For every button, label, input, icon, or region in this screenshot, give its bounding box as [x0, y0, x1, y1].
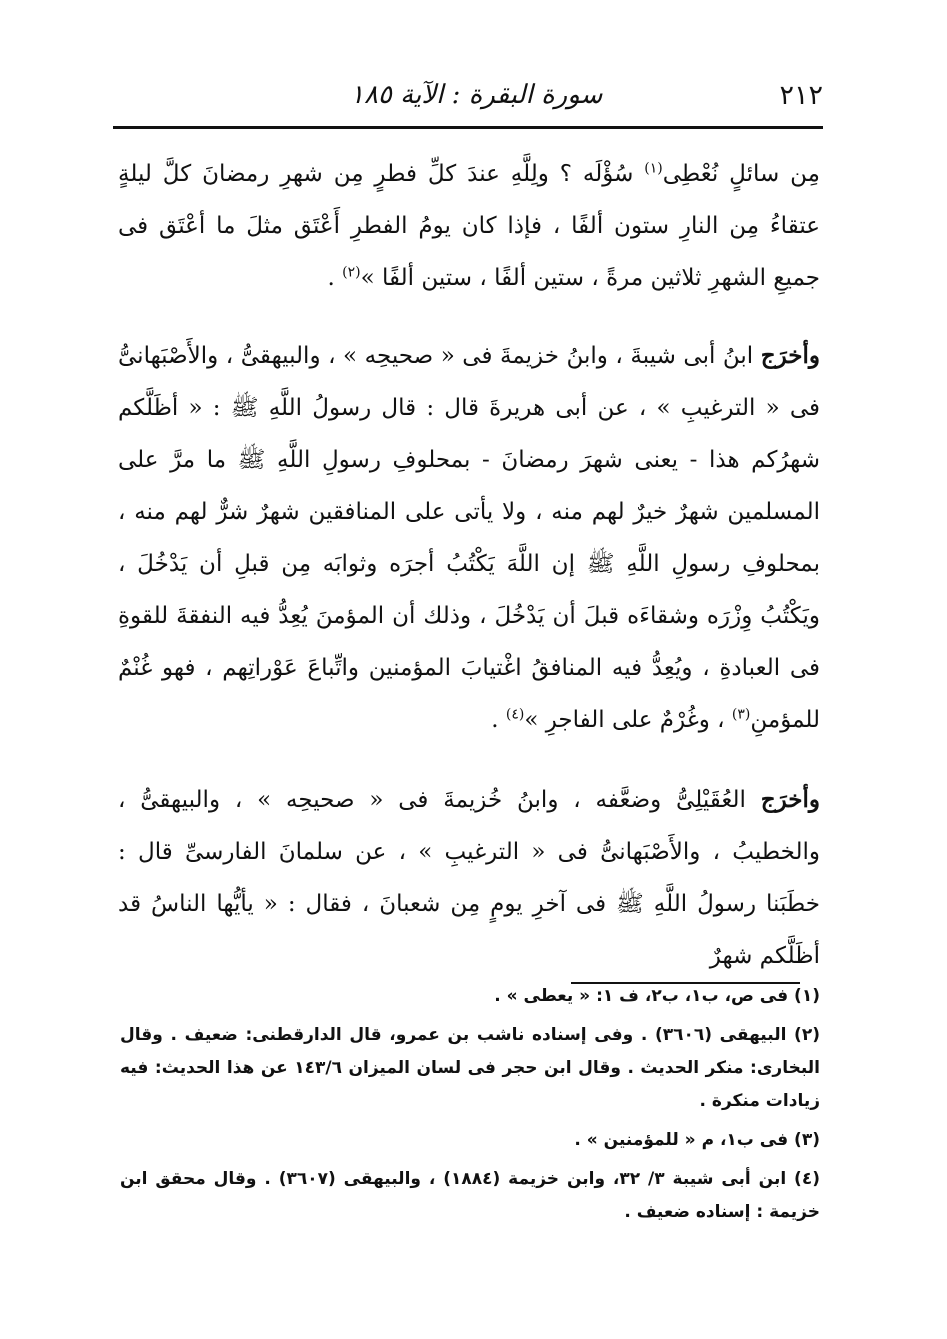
- paragraph-text: ابنُ أبى شيبةَ ، وابنُ خزيمةَ فى « صحيحِه » ، والبيهقىُّ ، والأَصْبَهانىُّ فى « الترغيبِ » ، عن أبى هريرةَ قال : قال رسولُ اللَّهِ ﷺ : « أظَلَّكم شهرُكم هذا - يعنى شهرَ رمضانَ - بمحلوفِ رسولِ اللَّهِ ﷺ ما مرَّ على المسلمين شهرٌ خيرٌ لهم منه ، ولا يأتى على المنافقين شهرٌ شرٌّ لهم منه ، بمحلوفِ رسولِ اللَّهِ ﷺ إن اللَّهَ يَكْتُبُ أجرَه وثوابَه مِن قبلِ أن يَدْخُلَ ، ويَكْتُبُ وِزْرَه وشقاءَه قبلَ أن يَدْخُلَ ، وذلك أن المؤمنَ يُعِدُّ فيه النفقةَ للقوةِ فى العبادةِ ، ويُعِدُّ فيه المنافقُ اغْتيابَ المؤمنين واتِّباعَ عَوْراتِهم ، فهو غُنْمٌ للمؤمنِ: [118, 343, 820, 733]
- footnote-4: (٤) ابن أبى شيبة ٣/ ٣٢، وابن خزيمة (١٨٨٤) ، والبيهقى (٣٦٠٧) . وقال محقق ابن خزيمة : إسناده ضعيف .: [120, 1169, 820, 1222]
- main-text: [118, 148, 820, 982]
- paragraph-text: .: [327, 265, 343, 291]
- paragraph-3: [118, 774, 820, 982]
- footnote-ref-1: (١): [644, 160, 663, 177]
- paragraph-text: ، وغُرْمٌ على الفاجرِ »: [524, 707, 732, 733]
- paragraph-2: [118, 330, 820, 746]
- footnote-ref-3: (٣): [731, 706, 751, 723]
- header-rule: [113, 126, 823, 129]
- paragraph-lead: وأخرَج: [760, 786, 820, 813]
- paragraph-text: سُؤْلَه ؟ ولِلَّهِ عندَ كلِّ فطرٍ مِن شهرِ رمضانَ كلَّ ليلةٍ عتقاءُ مِن النارِ ستون ألفًا ، فإذا كان يومُ الفطرِ أَعْتَق مثلَ ما أعْتَق فى جميعِ الشهرِ ثلاثين مرةً ، ستين ألفًا ، ستين ألفًا »: [118, 161, 820, 291]
- footnote-2: (٢) البيهقى (٣٦٠٦) . وفى إسناده ناشب بن عمرو، قال الدارقطنى: ضعيف . وقال البخارى: منكر الحديث . وقال ابن حجر فى لسان الميزان ١٤٣/٦ عن هذا الحديث: فيه زيادات منكرة .: [120, 1025, 821, 1111]
- page-header: [115, 78, 823, 122]
- footnotes: [120, 980, 820, 1235]
- footnote-ref-2: (٢): [342, 264, 361, 281]
- footnote-ref-4: (٤): [505, 706, 525, 723]
- paragraph-text: مِن سائلٍ نُعْطِى: [662, 161, 820, 187]
- paragraph-text: العُقَيْلِىُّ وضعَّفه ، وابنُ خُزيمةَ فى « صحيحِه » ، والبيهقىُّ ، والخطيبُ ، والأَصْبَهانىُّ فى « الترغيبِ » ، عن سلمانَ الفارسىِّ قال : خطَبَنا رسولُ اللَّهِ ﷺ فى آخرِ يومٍ مِن شعبانَ ، فقال : « يأيُّها الناسُ قد أظَلَّكم شهرٌ: [118, 787, 820, 969]
- footnote-3: (٣) فى ب١، م « للمؤمنين » .: [574, 1130, 820, 1150]
- paragraph-gap: [118, 746, 820, 774]
- paragraph-lead: وأخرَج: [760, 342, 820, 369]
- page-number: ٢١٢: [779, 80, 823, 111]
- running-title: سورة البقرة : الآية ١٨٥: [350, 80, 603, 110]
- paragraph-gap: [118, 304, 820, 330]
- paragraph-text: .: [491, 707, 506, 733]
- footnote-1: (١) فى ص، ب١، ب٢، ف ١: « يعطى » .: [494, 986, 820, 1006]
- paragraph-1: [118, 148, 820, 304]
